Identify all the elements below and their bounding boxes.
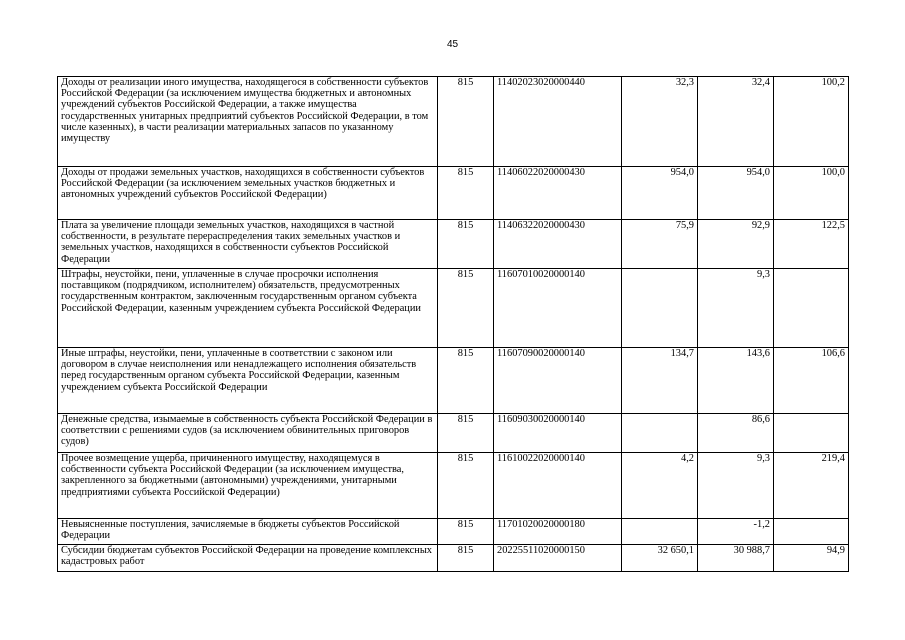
table-row [58, 414, 849, 453]
revenue-name-cell: Прочее возмещение ущерба, причиненного имуществу, находящемуся в собственности субъекта Российской Федерации (за исключением имущества, закрепленного за бюджетными (автономными) учреждениями, унитарными предприятиями субъекта Российской Федерации) [58, 453, 438, 519]
actual-amount-cell: -1,2 [698, 519, 774, 545]
planned-amount-cell: 32 650,1 [622, 545, 698, 572]
administrator-code-cell: 815 [438, 519, 494, 545]
budget-classification-code-cell: 11406322020000430 [494, 220, 622, 269]
budget-classification-code-cell: 11607010020000140 [494, 269, 622, 348]
actual-amount-cell: 86,6 [698, 414, 774, 453]
revenue-name-cell: Иные штрафы, неустойки, пени, уплаченные в соответствии с законом или договором в случае неисполнения или ненадлежащего исполнения обязательств перед государственным органом субъекта Российской Федерации, казенным учреждением субъекта Российской Федерации [58, 348, 438, 414]
budget-classification-code-cell: 11402023020000440 [494, 77, 622, 167]
actual-amount-cell: 32,4 [698, 77, 774, 167]
table-row [58, 77, 849, 167]
budget-classification-code-cell: 11609030020000140 [494, 414, 622, 453]
page-number: 45 [446, 39, 459, 50]
revenue-table-body [58, 77, 849, 572]
budget-classification-code-cell: 11701020020000180 [494, 519, 622, 545]
actual-amount-cell: 954,0 [698, 167, 774, 220]
table-row [58, 167, 849, 220]
execution-percent-cell: 100,0 [774, 167, 849, 220]
planned-amount-cell [622, 269, 698, 348]
execution-percent-cell: 122,5 [774, 220, 849, 269]
planned-amount-cell: 954,0 [622, 167, 698, 220]
execution-percent-cell: 94,9 [774, 545, 849, 572]
actual-amount-cell: 143,6 [698, 348, 774, 414]
administrator-code-cell: 815 [438, 167, 494, 220]
execution-percent-cell: 219,4 [774, 453, 849, 519]
budget-classification-code-cell: 11406022020000430 [494, 167, 622, 220]
actual-amount-cell: 92,9 [698, 220, 774, 269]
revenue-name-cell: Субсидии бюджетам субъектов Российской Федерации на проведение комплексных кадастровых работ [58, 545, 438, 572]
administrator-code-cell: 815 [438, 348, 494, 414]
administrator-code-cell: 815 [438, 414, 494, 453]
revenue-name-cell: Денежные средства, изымаемые в собственность субъекта Российской Федерации в соответствии с решениями судов (за исключением обвинительных приговоров судов) [58, 414, 438, 453]
budget-classification-code-cell: 11610022020000140 [494, 453, 622, 519]
execution-percent-cell [774, 269, 849, 348]
planned-amount-cell [622, 519, 698, 545]
revenue-name-cell: Штрафы, неустойки, пени, уплаченные в случае просрочки исполнения поставщиком (подрядчиком, исполнителем) обязательств, предусмотренных государственным контрактом, заключенным государственным органом субъекта Российской Федерации, казенным учреждением субъекта Российской Федерации [58, 269, 438, 348]
budget-classification-code-cell: 20225511020000150 [494, 545, 622, 572]
administrator-code-cell: 815 [438, 220, 494, 269]
table-row [58, 348, 849, 414]
revenue-table [57, 76, 849, 572]
actual-amount-cell: 9,3 [698, 453, 774, 519]
planned-amount-cell: 4,2 [622, 453, 698, 519]
actual-amount-cell: 9,3 [698, 269, 774, 348]
revenue-name-cell: Невыясненные поступления, зачисляемые в бюджеты субъектов Российской Федерации [58, 519, 438, 545]
table-row [58, 269, 849, 348]
revenue-name-cell: Доходы от реализации иного имущества, находящегося в собственности субъектов Российской Федерации (за исключением имущества бюджетных и автономных учреждений субъектов Российской Федерации, а также имущества государственных унитарных предприятий субъектов Российской Федерации, в том числе казенных), в части реализации материальных запасов по указанному имуществу [58, 77, 438, 167]
table-row [58, 545, 849, 572]
planned-amount-cell: 75,9 [622, 220, 698, 269]
revenue-name-cell: Плата за увеличение площади земельных участков, находящихся в частной собственности, в результате перераспределения таких земельных участков и земельных участков, находящихся в собственности субъектов Российской Федерации [58, 220, 438, 269]
administrator-code-cell: 815 [438, 269, 494, 348]
revenue-name-cell: Доходы от продажи земельных участков, находящихся в собственности субъектов Российской Федерации (за исключением земельных участков бюджетных и автономных учреждений субъектов Российской Федерации) [58, 167, 438, 220]
actual-amount-cell: 30 988,7 [698, 545, 774, 572]
execution-percent-cell: 106,6 [774, 348, 849, 414]
execution-percent-cell: 100,2 [774, 77, 849, 167]
table-row [58, 453, 849, 519]
execution-percent-cell [774, 414, 849, 453]
planned-amount-cell: 32,3 [622, 77, 698, 167]
administrator-code-cell: 815 [438, 545, 494, 572]
administrator-code-cell: 815 [438, 453, 494, 519]
table-row [58, 519, 849, 545]
table-row [58, 220, 849, 269]
execution-percent-cell [774, 519, 849, 545]
budget-classification-code-cell: 11607090020000140 [494, 348, 622, 414]
planned-amount-cell [622, 414, 698, 453]
administrator-code-cell: 815 [438, 77, 494, 167]
planned-amount-cell: 134,7 [622, 348, 698, 414]
